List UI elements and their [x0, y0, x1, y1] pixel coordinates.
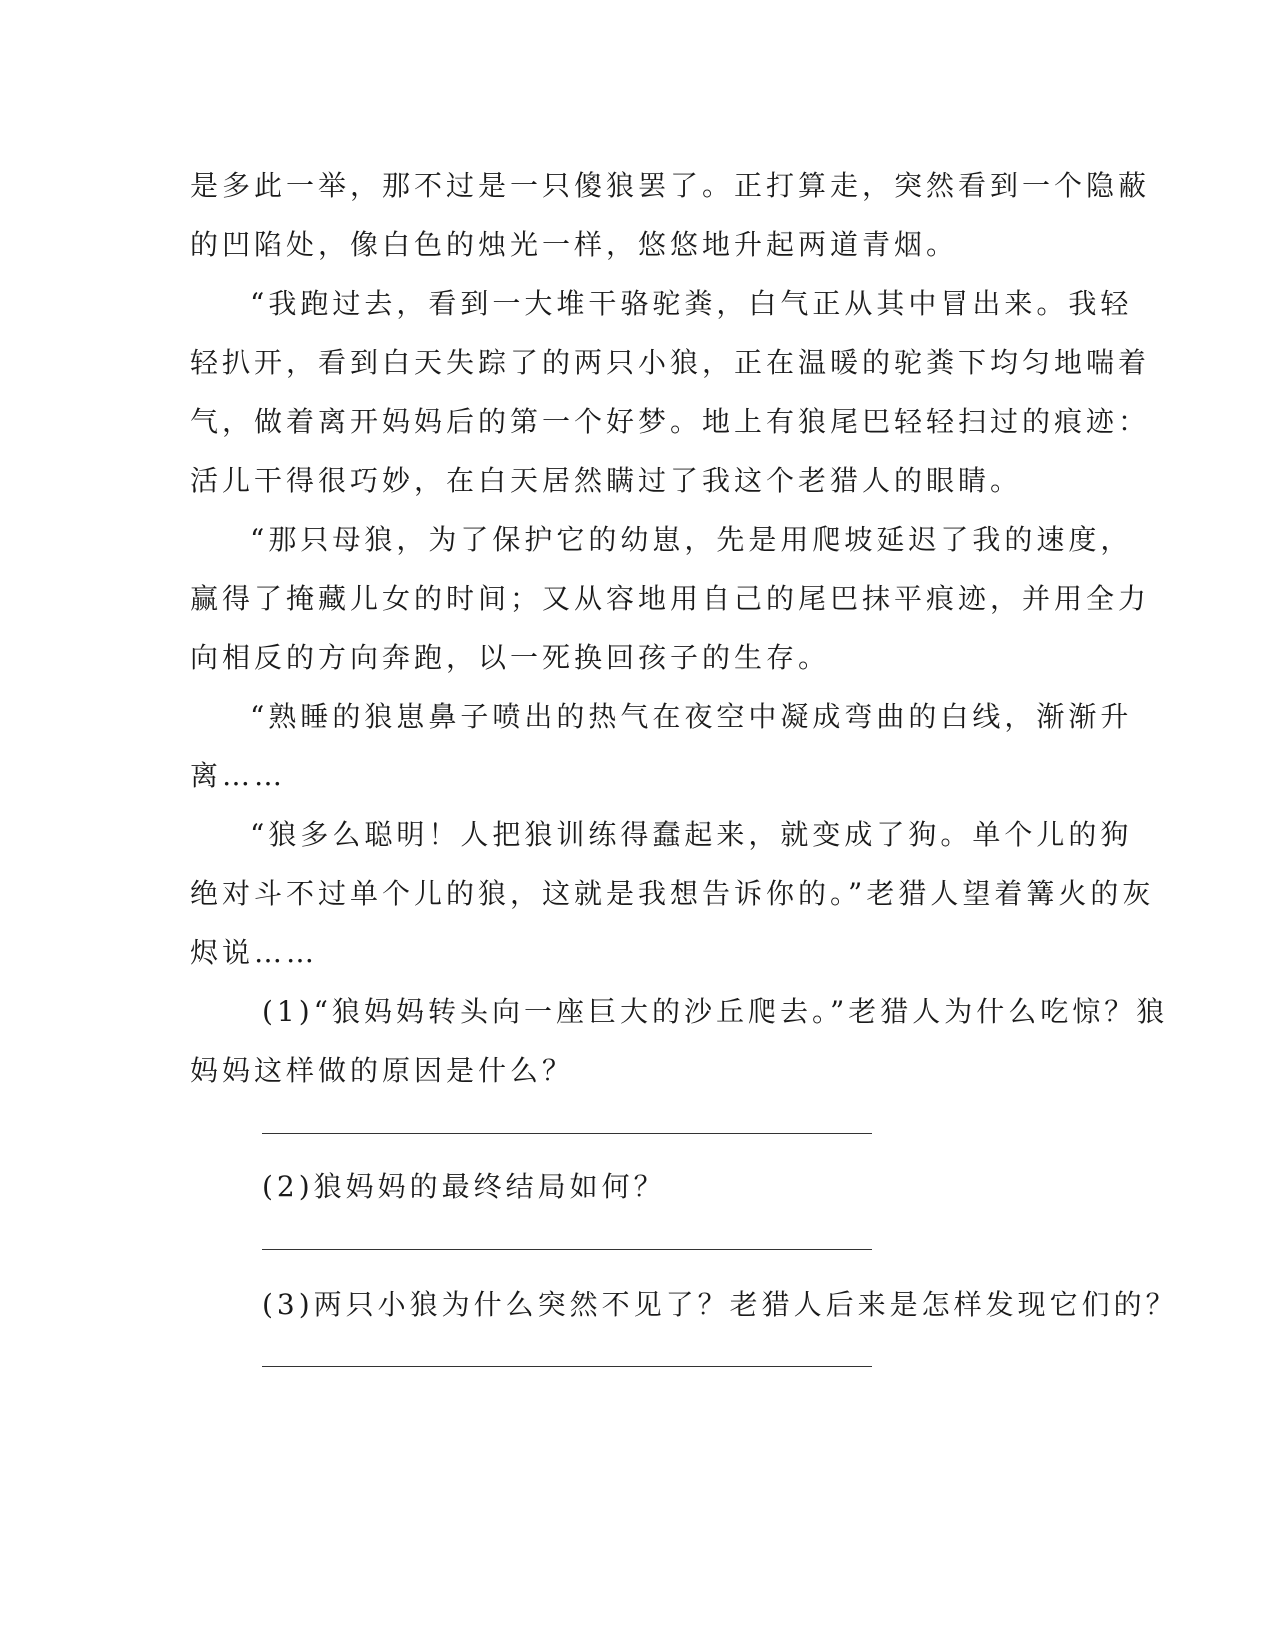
answer-line-2[interactable] — [262, 1249, 872, 1250]
paragraph-line: 是多此一举，那不过是一只傻狼罢了。正打算走，突然看到一个隐蔽 — [190, 169, 1151, 202]
paragraph-line: 离…… — [190, 759, 287, 792]
paragraph-line: 气，做着离开妈妈后的第一个好梦。地上有狼尾巴轻轻扫过的痕迹： — [190, 405, 1151, 438]
paragraph-line: 轻扒开，看到白天失踪了的两只小狼，正在温暖的驼粪下均匀地喘着 — [190, 346, 1151, 379]
answer-line-1[interactable] — [262, 1133, 872, 1134]
paragraph-line: “狼多么聪明！人把狼训练得蠢起来，就变成了狗。单个儿的狗 — [250, 818, 1133, 851]
paragraph-line: “熟睡的狼崽鼻子喷出的热气在夜空中凝成弯曲的白线，渐渐升 — [250, 700, 1133, 733]
paragraph-line: 烬说…… — [190, 936, 319, 969]
answer-line-3[interactable] — [262, 1366, 872, 1367]
question-2: (2)狼妈妈的最终结局如何？ — [262, 1170, 666, 1203]
paragraph-line: 绝对斗不过单个儿的狼，这就是我想告诉你的。”老猎人望着篝火的灰 — [190, 877, 1155, 910]
question-3: (3)两只小狼为什么突然不见了？老猎人后来是怎样发现它们的？ — [262, 1288, 1178, 1321]
paragraph-line: 活儿干得很巧妙，在白天居然瞒过了我这个老猎人的眼睛。 — [190, 464, 1023, 497]
question-1: (1)“狼妈妈转头向一座巨大的沙丘爬去。”老猎人为什么吃惊？狼 — [262, 995, 1169, 1028]
question-1-cont: 妈妈这样做的原因是什么？ — [190, 1054, 575, 1087]
paragraph-line: “我跑过去，看到一大堆干骆驼粪，白气正从其中冒出来。我轻 — [250, 287, 1133, 320]
paragraph-line: 的凹陷处，像白色的烛光一样，悠悠地升起两道青烟。 — [190, 228, 959, 261]
paragraph-line: 赢得了掩藏儿女的时间；又从容地用自己的尾巴抹平痕迹，并用全力 — [190, 582, 1151, 615]
paragraph-line: 向相反的方向奔跑，以一死换回孩子的生存。 — [190, 641, 831, 674]
paragraph-line: “那只母狼，为了保护它的幼崽，先是用爬坡延迟了我的速度， — [250, 523, 1133, 556]
